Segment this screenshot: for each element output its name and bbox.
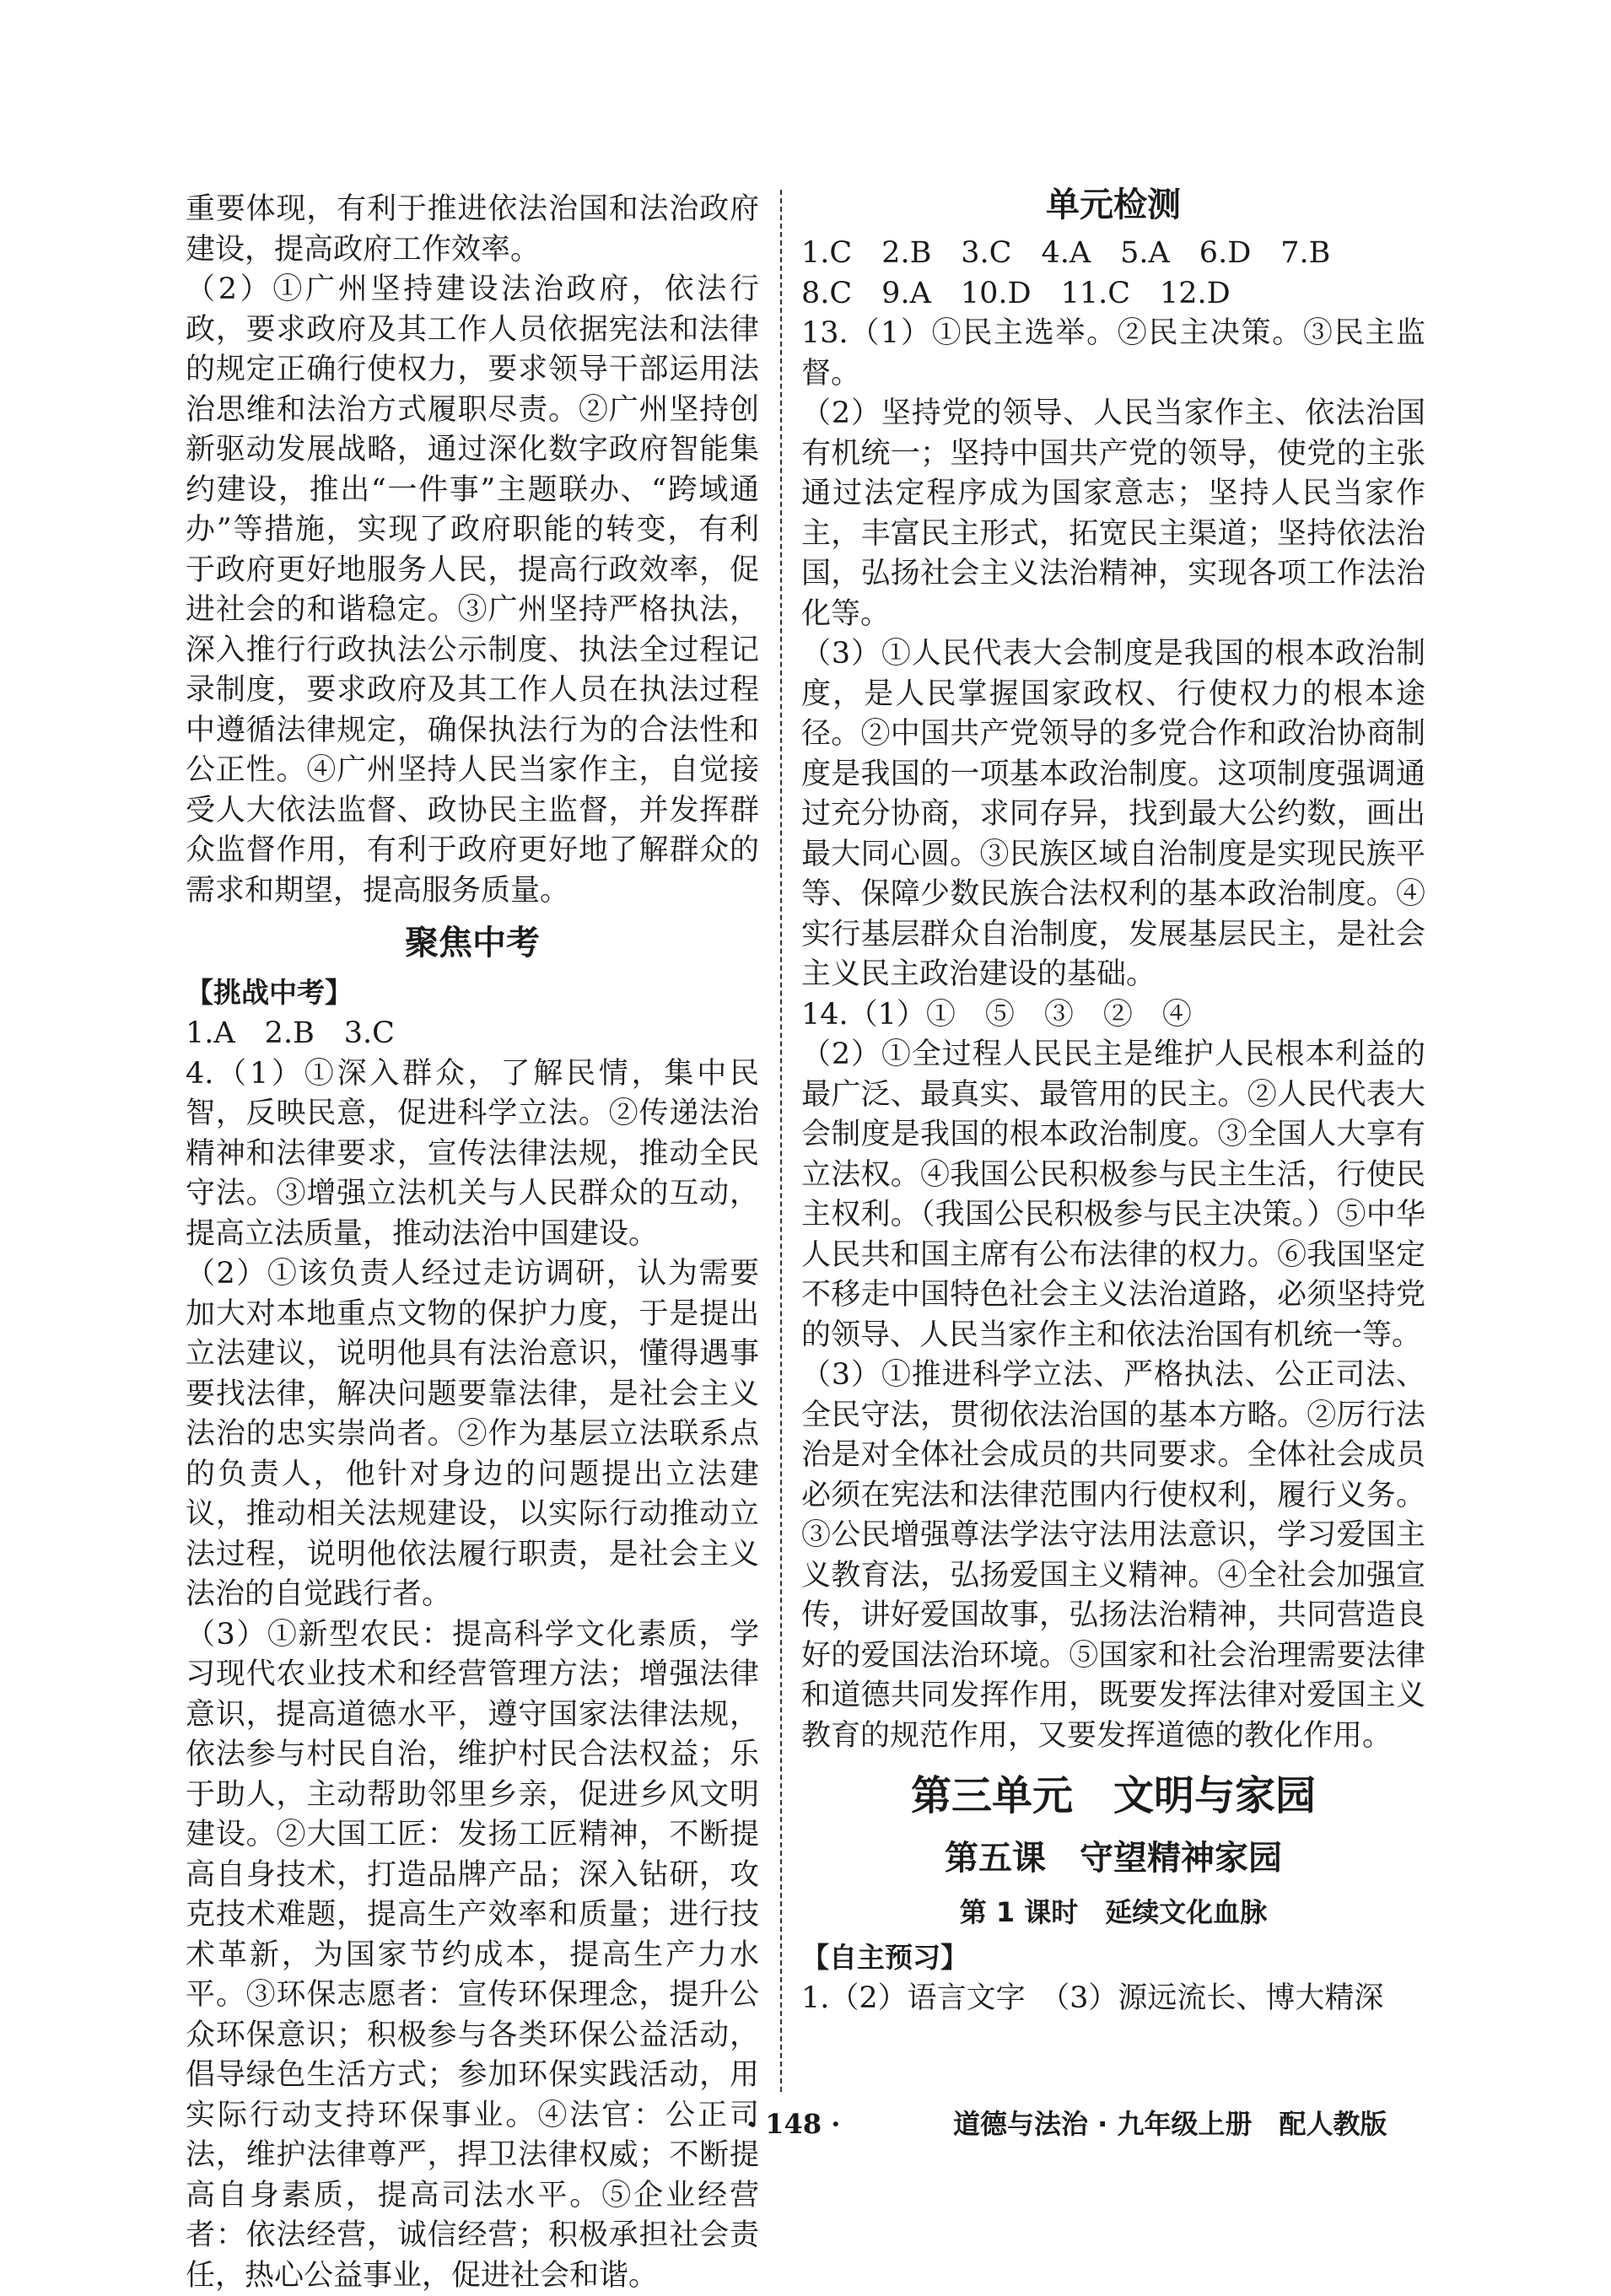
intro-paragraph: 重要体现，有利于推进依法治国和法治政府建设，提高政府工作效率。 <box>186 190 759 270</box>
section-title-focus-exam: 聚焦中考 <box>186 916 759 970</box>
question-13-part-1: 13.（1）①民主选举。②民主决策。③民主监督。 <box>801 314 1425 394</box>
page-number: · 148 · <box>746 2099 840 2149</box>
right-column <box>801 190 1425 2019</box>
period-title: 第 1 课时 延续文化血脉 <box>801 1889 1425 1935</box>
question-4-part-1: 4.（1）①深入群众，了解民情，集中民智，反映民意，促进科学立法。②传递法治精神和法律要求，宣传法律法规，推动全民守法。③增强立法机关与人民群众的互动，提高立法质量，推动法治中国建设。 <box>186 1054 759 1255</box>
answers-row-2: 8.C 9.A 10.D 11.C 12.D <box>801 274 1425 315</box>
preview-answer: 1.（2）语言文字 （3）源远流长、博大精深 <box>801 1979 1425 2019</box>
lesson-title: 第五课 守望精神家园 <box>801 1832 1425 1884</box>
question-4-part-3: （3）①新型农民：提高科学文化素质，学习现代农业技术和经营管理方法；增强法律意识，提高道德水平，遵守国家法律法规，依法参与村民自治，维护村民合法权益；乐于助人，主动帮助邻里乡亲，促进乡风文明建设。②大国工匠：发扬工匠精神，不断提高自身技术，打造品牌产品；深入钻研，攻克技术难题，提高生产效率和质量；进行技术革新，为国家节约成本，提高生产力水平。③环保志愿者：宣传环保理念，提升公众环保意识；积极参与各类环保公益活动，倡导绿色生活方式；参加环保实践活动，用实际行动支持环保事业。④法官：公正司法，维护法律尊严，捍卫法律权威；不断提高自身素质，提高司法水平。⑤企业经营者：依法经营，诚信经营；积极承担社会责任，热心公益事业，促进社会和谐。 <box>186 1615 759 2296</box>
section-title-unit-test: 单元检测 <box>801 178 1425 232</box>
tag-self-preview: 【自主预习】 <box>801 1937 1425 1979</box>
question-13-part-3: （3）①人民代表大会制度是我国的根本政治制度，是人民掌握国家政权、行使权力的根本途径。②中国共产党领导的多党合作和政治协商制度是我国的一项基本政治制度。这项制度强调通过充分协商，求同存异，找到最大公约数，画出最大同心圆。③民族区域自治制度是实现民族平等、保障少数民族合法权利的基本政治制度。④实行基层群众自治制度，发展基层民主，是社会主义民主政治建设的基础。 <box>801 634 1425 995</box>
answers-row-1: 1.C 2.B 3.C 4.A 5.A 6.D 7.B <box>801 234 1425 274</box>
unit-title: 第三单元 文明与家园 <box>801 1765 1425 1827</box>
tag-challenge-exam: 【挑战中考】 <box>186 972 759 1014</box>
question-13-part-2: （2）坚持党的领导、人民当家作主、依法治国有机统一；坚持中国共产党的领导，使党的主张通过法定程序成为国家意志；坚持人民当家作主，丰富民主形式，拓宽民主渠道；坚持依法治国，弘扬社会主义法治精神，实现各项工作法治化等。 <box>801 394 1425 634</box>
question-14-part-3: （3）①推进科学立法、严格执法、公正司法、全民守法，贯彻依法治国的基本方略。②厉行法治是对全体社会成员的共同要求。全体社会成员必须在宪法和法律范围内行使权利，履行义务。③公民增强尊法学法守法用法意识，学习爱国主义教育法，弘扬爱国主义精神。④全社会加强宣传，讲好爱国故事，弘扬法治精神，共同营造良好的爱国法治环境。⑤国家和社会治理需要法律和道德共同发挥作用，既要发挥法律对爱国主义教育的规范作用，又要发挥道德的教化作用。 <box>801 1356 1425 1756</box>
column-divider <box>780 190 782 2092</box>
question-4-part-2: （2）①该负责人经过走访调研，认为需要加大对本地重点文物的保护力度，于是提出立法建议，说明他具有法治意识，懂得遇事要找法律，解决问题要靠法律，是社会主义法治的忠实崇尚者。②作为基层立法联系点的负责人，他针对身边的问题提出立法建议，推动相关法规建设，以实际行动推动立法过程，说明他依法履行职责，是社会主义法治的自觉践行者。 <box>186 1254 759 1615</box>
answers-1-3: 1.A 2.B 3.C <box>186 1014 759 1054</box>
answer-item-2: （2）①广州坚持建设法治政府，依法行政，要求政府及其工作人员依据宪法和法律的规定正确行使权力，要求领导干部运用法治思维和法治方式履职尽责。②广州坚持创新驱动发展战略，通过深化数字政府智能集约建设，推出“一件事”主题联办、“跨域通办”等措施，实现了政府职能的转变，有利于政府更好地服务人民，提高行政效率，促进社会的和谐稳定。③广州坚持严格执法，深入推行行政执法公示制度、执法全过程记录制度，要求政府及其工作人员在执法过程中遵循法律规定，确保执法行为的合法性和公正性。④广州坚持人民当家作主，自觉接受人大依法监督、政协民主监督，并发挥群众监督作用，有利于政府更好地了解群众的需求和期望，提高服务质量。 <box>186 270 759 911</box>
question-14-part-2: （2）①全过程人民民主是维护人民根本利益的最广泛、最真实、最管用的民主。②人民代表大会制度是我国的根本政治制度。③全国人大享有立法权。④我国公民积极参与民主生活，行使民主权利。（我国公民积极参与民主决策。）⑤中华人民共和国主席有公布法律的权力。⑥我国坚定不移走中国特色社会主义法治道路，必须坚持党的领导、人民当家作主和依法治国有机统一等。 <box>801 1035 1425 1356</box>
book-title: 道德与法治 · 九年级上册 配人教版 <box>953 2099 1387 2149</box>
left-column <box>186 190 759 2296</box>
question-14-part-1: 14.（1）① ⑤ ③ ② ④ <box>801 995 1425 1036</box>
page-footer <box>0 2099 1611 2149</box>
